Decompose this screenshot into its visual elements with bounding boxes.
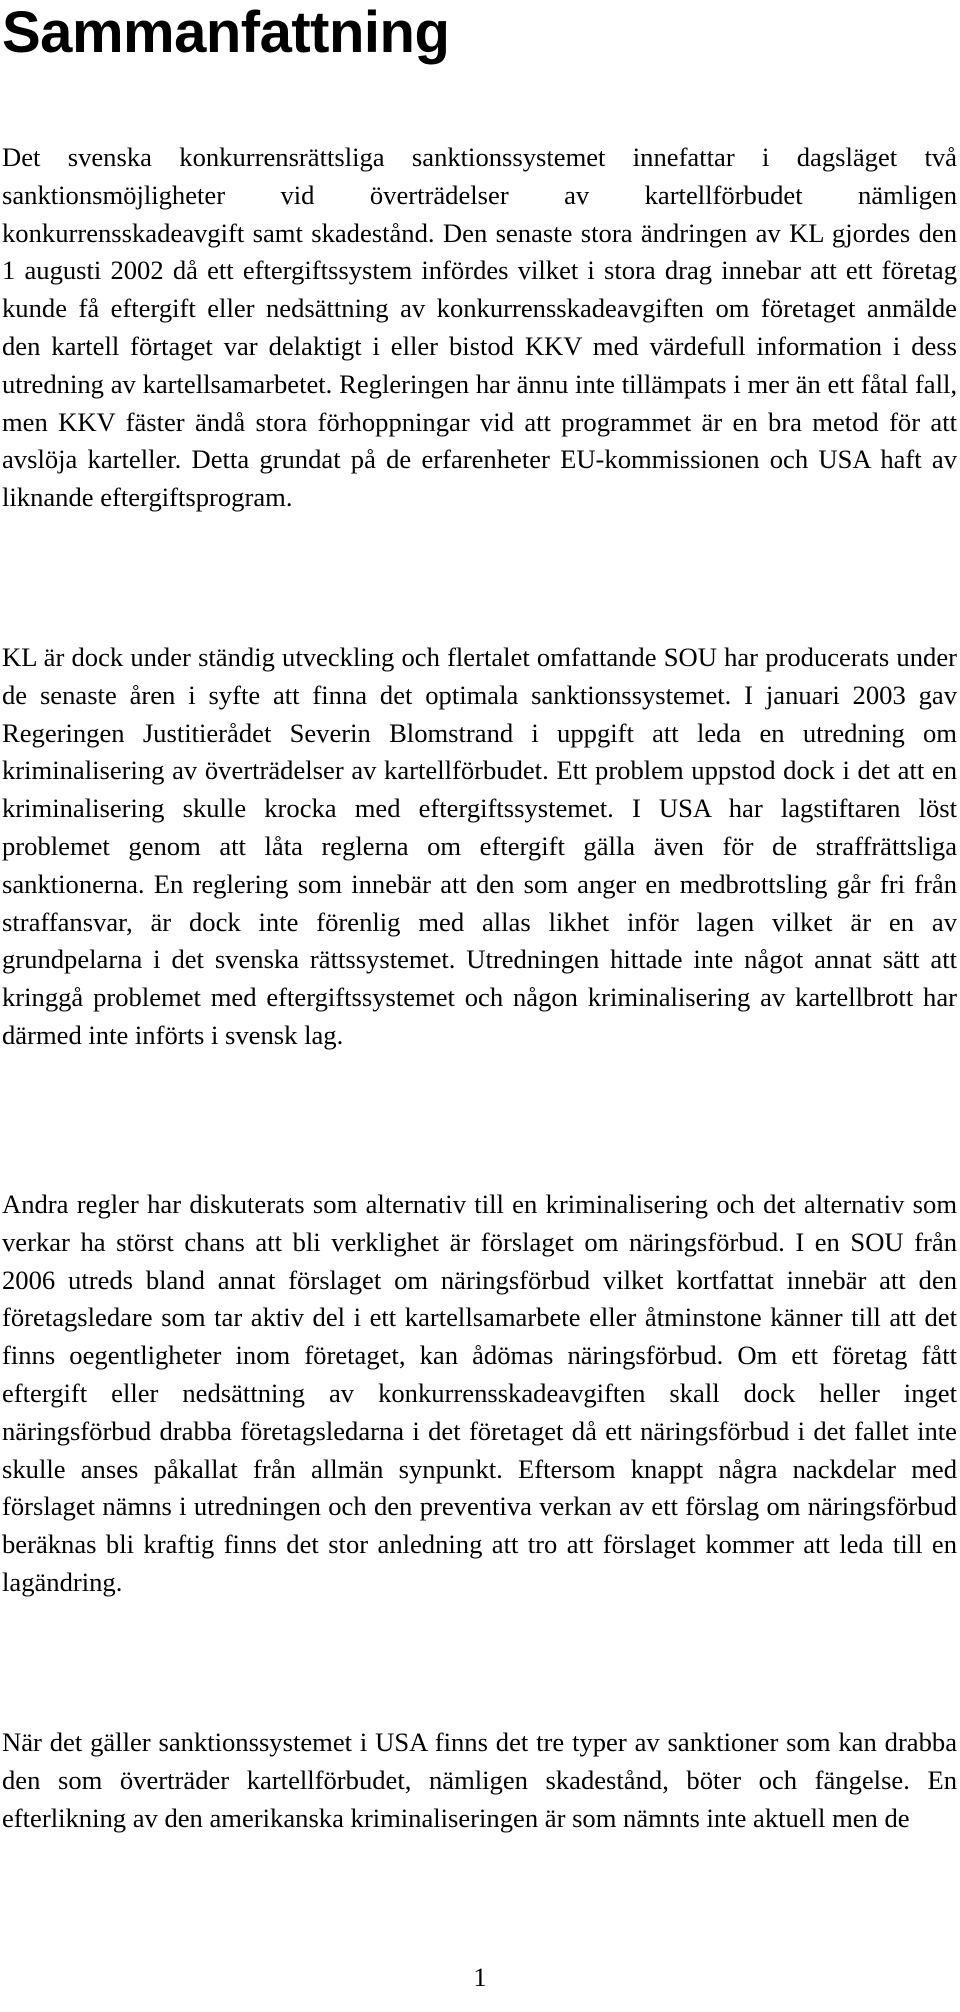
page-number: 1 [473,1962,487,1992]
page-title: Sammanfattning [2,0,450,65]
paragraph: Andra regler har diskuterats som alternativ till en kriminalisering och det alternativ som verkar ha störst chans att bli verklighet är förslaget om näringsförbud. I en SOU från 2006 utreds bland annat förslaget om näringsförbud vilket kortfattat innebär att den företagsledare som tar aktiv del i ett kartellsamarbete eller åtminstone känner till att det finns oegentligheter inom företaget, kan ådömas näringsförbud. Om ett företag fått eftergift eller nedsättning av konkurrensskadeavgiften skall dock heller inget näringsförbud drabba företagsledarna i det företaget då ett näringsförbud i det fallet inte skulle anses påkallat från allmän synpunkt. Eftersom knappt några nackdelar med förslaget nämns i utredningen och den preventiva verkan av ett förslag om näringsförbud beräknas bli kraftig finns det stor anledning att tro att förslaget kommer att leda till en lagändring. [2,1189,957,1597]
paragraph: När det gäller sanktionssystemet i USA finns det tre typer av sanktioner som kan drabba den som överträder kartellförbudet, nämligen skadestånd, böter och fängelse. En efterlikning av den amerikanska kriminaliseringen är som nämnts inte aktuell men de [2,1727,957,1833]
paragraph: KL är dock under ständig utveckling och flertalet omfattande SOU har producerats under de senaste åren i syfte att finna det optimala sanktionssystemet. I januari 2003 gav Regeringen Justitierådet Severin Blomstrand i uppgift att leda en utredning om kriminalisering av överträdelser av kartellförbudet. Ett problem uppstod dock i det att en kriminalisering skulle krocka med eftergiftssystemet. I USA har lagstiftaren löst problemet genom att låta reglerna om eftergift gälla även för de straffrättsliga sanktionerna. En reglering som innebär att den som anger en medbrottsling går fri från straffansvar, är dock inte förenlig med allas likhet inför lagen vilket är en av grundpelarna i det svenska rättssystemet. Utredningen hittade inte något annat sätt att kringgå problemet med eftergiftssystemet och någon kriminalisering av kartellbrott har därmed inte införts i svensk lag. [2,642,957,1050]
paragraph: Det svenska konkurrensrättsliga sanktionssystemet innefattar i dagsläget två sanktionsmöjligheter vid överträdelser av kartellförbudet nämligen konkurrensskadeavgift samt skadestånd. Den senaste stora ändringen av KL gjordes den 1 augusti 2002 då ett eftergiftssystem infördes vilket i stora drag innebar att ett företag kunde få eftergift eller nedsättning av konkurrensskadeavgiften om företaget anmälde den kartell förtaget var delaktigt i eller bistod KKV med värdefull information i dess utredning av kartellsamarbetet. Regleringen har ännu inte tillämpats i mer än ett fåtal fall, men KKV fäster ändå stora förhoppningar vid att programmet är en bra metod för att avslöja karteller. Detta grundat på de erfarenheter EU-kommissionen och USA haft av liknande eftergiftsprogram. [2,142,957,513]
